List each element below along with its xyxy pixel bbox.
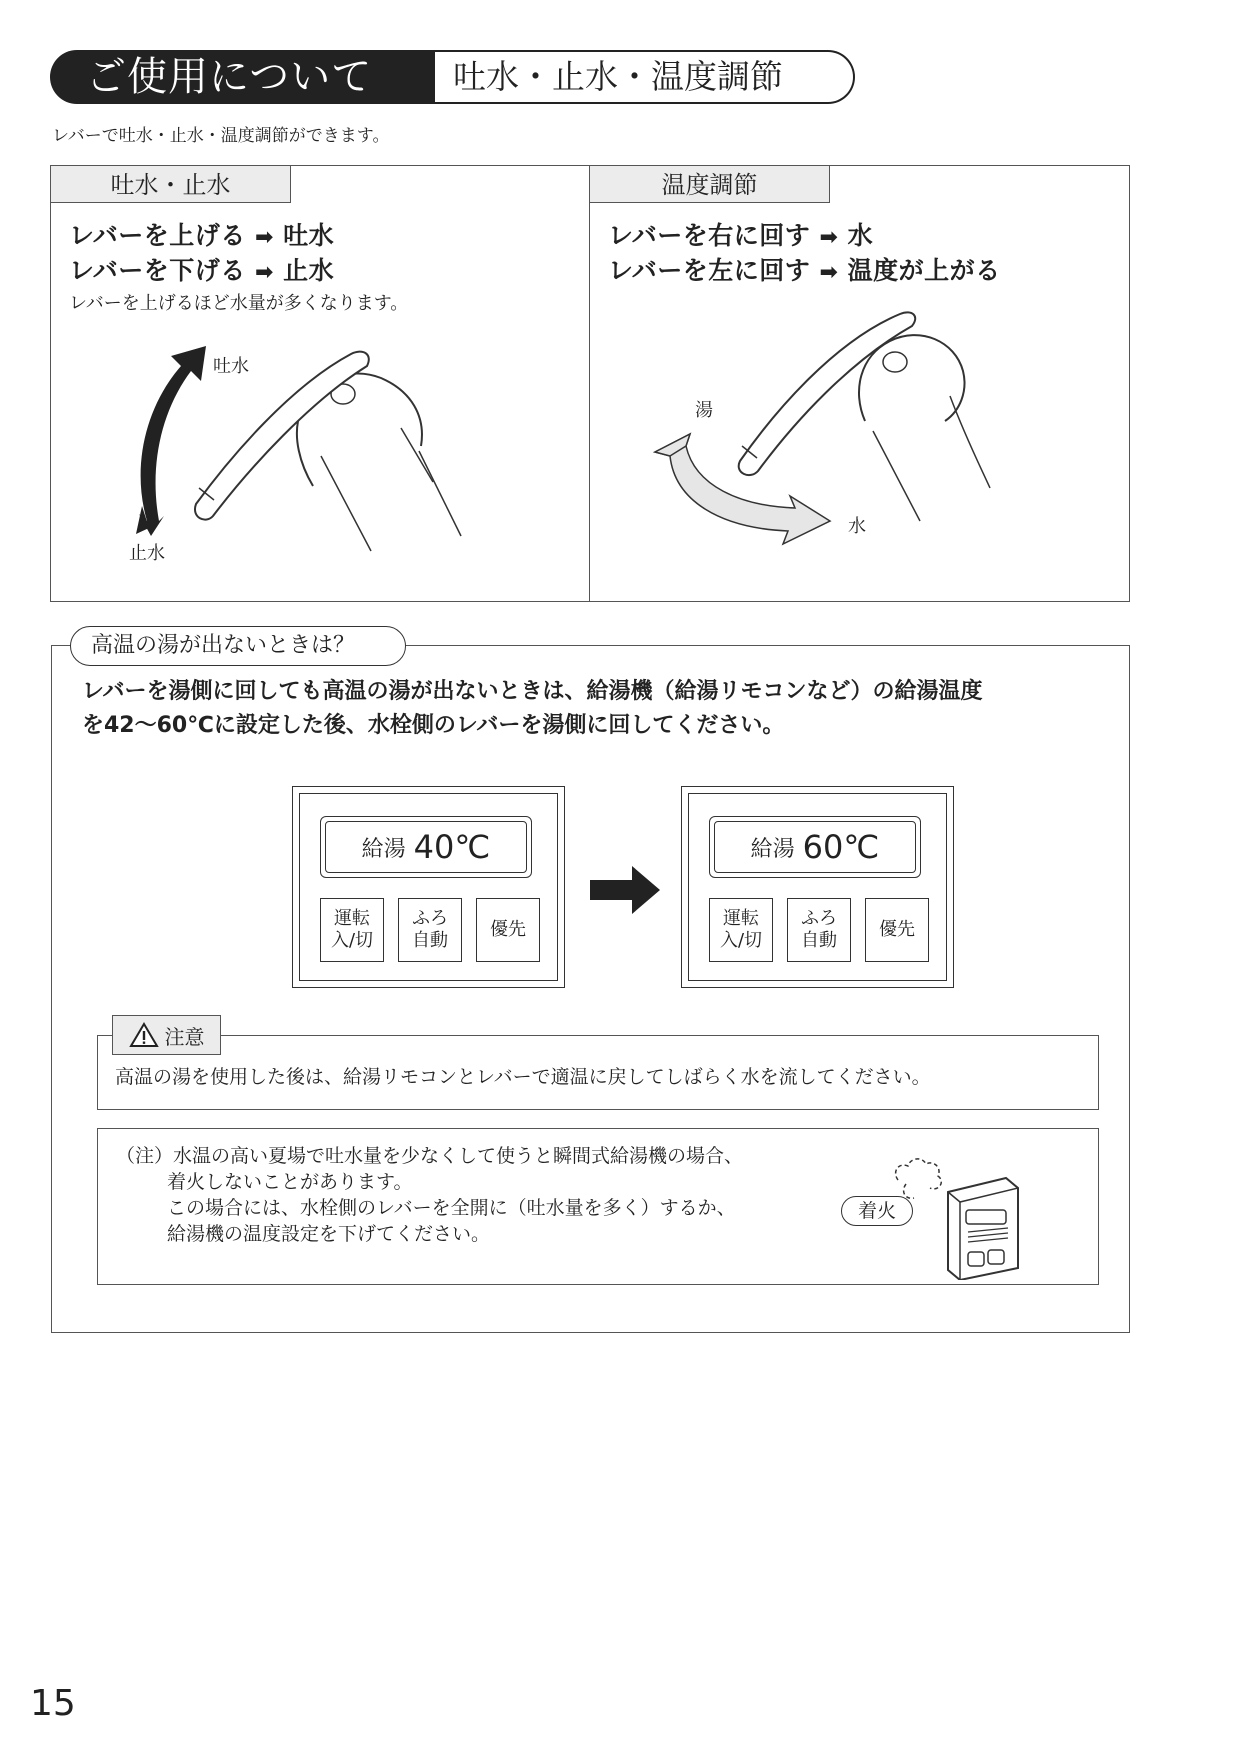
note-text: （注）水温の高い夏場で吐水量を少なくして使うと瞬間式給湯機の場合、 着火しないことがあります。 この場合には、水栓側のレバーを全開に（吐水量を多く）するか、 給湯機の温度設定を下げてください。 [116,1145,744,1245]
power-button: 運転 入/切 [320,898,384,962]
panel-temperature-control [589,165,1130,602]
water-heater-icon [888,1140,1028,1280]
panel-tab-temperature: 温度調節 [589,165,830,203]
page-subtitle: 吐水・止水・温度調節 [435,50,855,104]
priority-button: 優先 [476,898,540,962]
warning-triangle-icon [129,1022,159,1048]
hot-water-tip-body: レバーを湯側に回しても高温の湯が出ないときは、給湯機（給湯リモコンなど）の給湯温度 を42〜60℃に設定した後、水栓側のレバーを湯側に回してください。 [82,679,983,738]
bath-auto-button: ふろ 自動 [398,898,462,962]
hot-water-tip-title: 高温の湯が出ないときは？ [70,626,406,666]
temp-instruction-left: レバーを左に回す ➡ 温度が上がる [608,256,1001,285]
ignition-badge: 着火 [841,1196,913,1226]
right-arrow-icon: ➡ [819,225,839,250]
panel-tab-flow: 吐水・止水 [50,165,291,203]
right-arrow-icon: ➡ [819,260,839,285]
temperature-readout: 60℃ [802,828,880,866]
bath-auto-button: ふろ 自動 [787,898,851,962]
label-cold: 水 [848,516,866,537]
page-number: 15 [30,1683,76,1724]
right-arrow-icon: ➡ [254,225,274,250]
temp-instruction-right: レバーを右に回す ➡ 水 [608,221,874,250]
remote-panel-after [681,786,954,988]
label-flow-up: 吐水 [213,356,249,377]
flow-note: レバーを上げるほど水量が多くなります。 [69,293,409,314]
panel-flow-control [50,165,590,602]
flow-instruction-up: レバーを上げる ➡ 吐水 [69,221,335,250]
right-arrow-icon: ➡ [254,260,274,285]
remote-display-before: 給湯 40℃ [320,816,532,878]
caution-tab: 注意 [112,1015,221,1055]
faucet-lever-rotate-illustration [590,166,1129,601]
page-title: ご使用について [50,50,445,104]
caution-text: 高温の湯を使用した後は、給湯リモコンとレバーで適温に戻してしばらく水を流してください。 [115,1066,931,1088]
temperature-readout: 40℃ [413,828,491,866]
intro-text: レバーで吐水・止水・温度調節ができます。 [52,126,390,146]
power-button: 運転 入/切 [709,898,773,962]
remote-display-after: 給湯 60℃ [709,816,921,878]
label-hot: 湯 [695,400,713,421]
faucet-lever-up-down-illustration [51,166,589,601]
transition-arrow-icon [590,866,660,914]
label-flow-down: 止水 [129,543,165,564]
priority-button: 優先 [865,898,929,962]
remote-panel-before [292,786,565,988]
flow-instruction-down: レバーを下げる ➡ 止水 [69,256,335,285]
